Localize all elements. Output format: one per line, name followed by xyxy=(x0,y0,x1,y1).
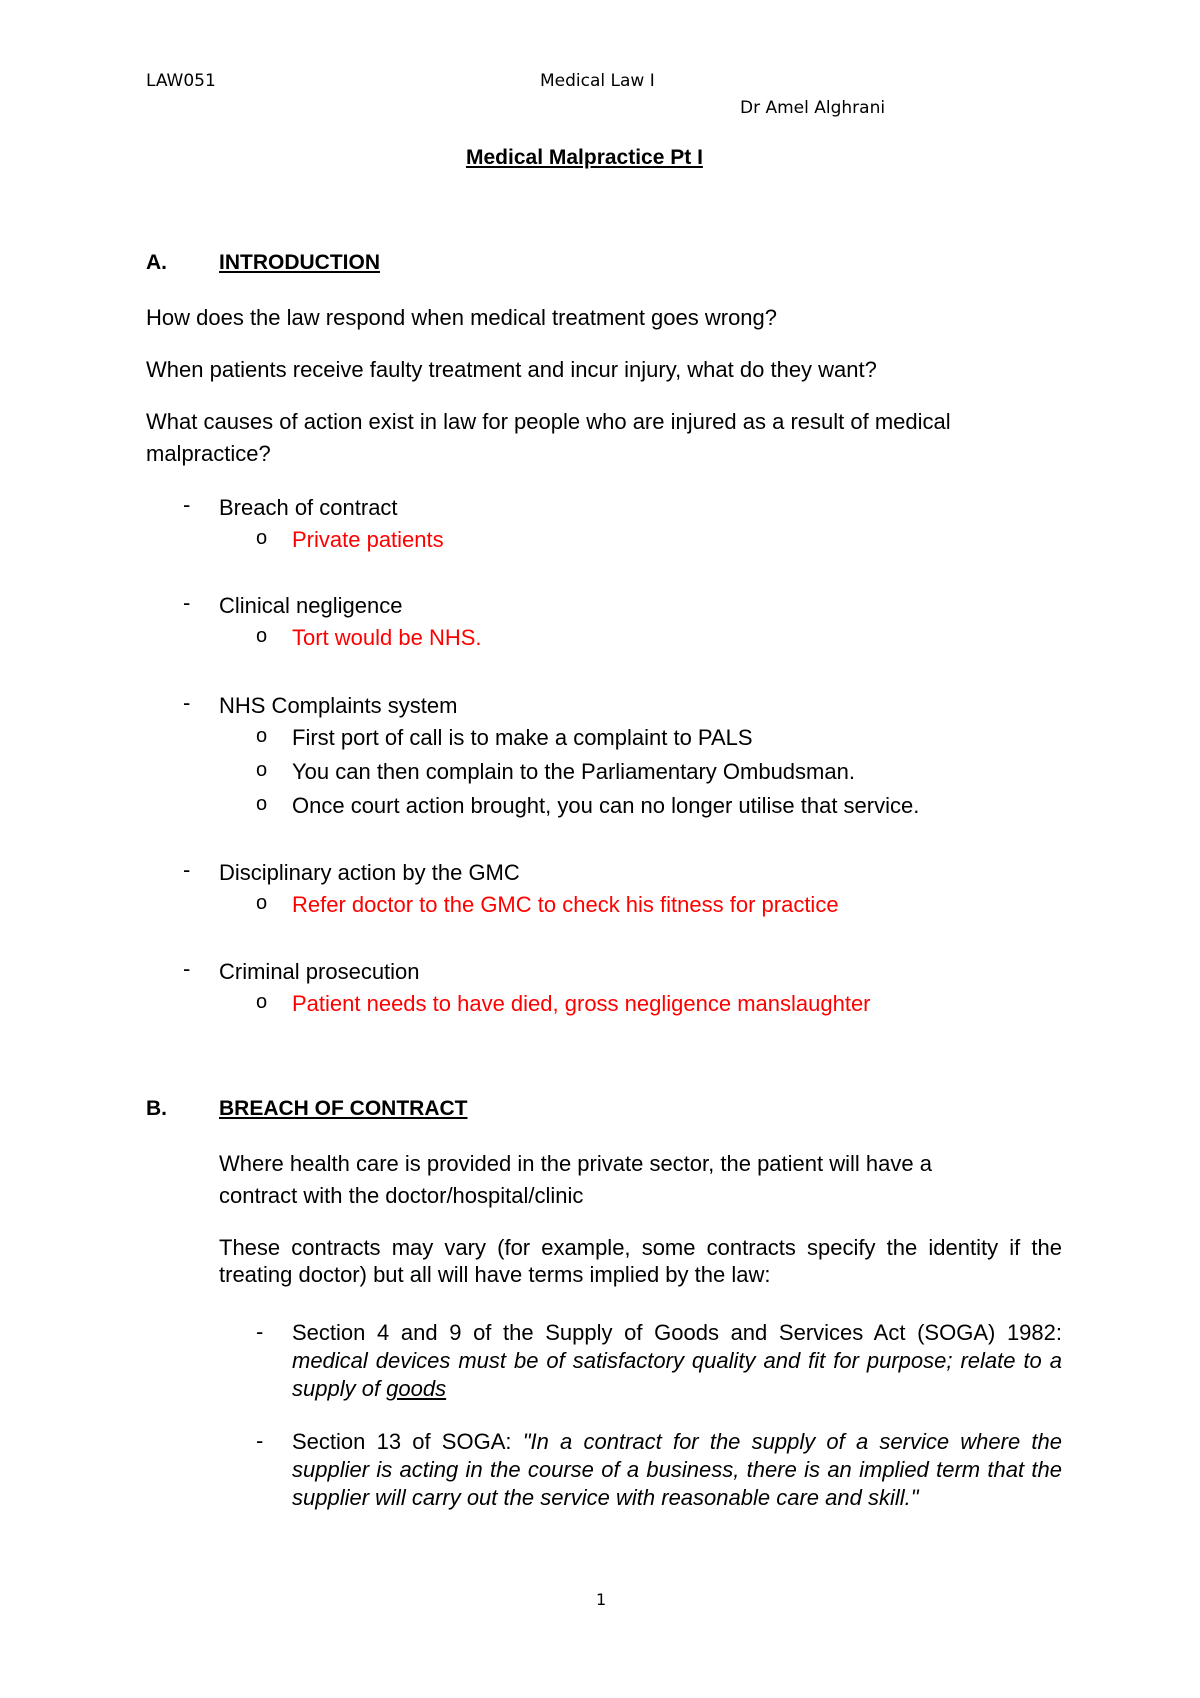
sub-item: Private patients xyxy=(292,527,444,552)
list-item-label: Disciplinary action by the GMC xyxy=(219,860,520,885)
list-item-label: NHS Complaints system xyxy=(219,693,458,718)
document-title: Medical Malpractice Pt I xyxy=(466,146,703,169)
sub-item: Once court action brought, you can no longer utilise that service. xyxy=(292,793,920,818)
circle-bullet: o xyxy=(256,625,268,647)
dash-bullet: - xyxy=(183,857,191,882)
section-b-title: BREACH OF CONTRACT xyxy=(219,1097,468,1120)
list-item-label: Clinical negligence xyxy=(219,593,403,618)
sub-item: Refer doctor to the GMC to check his fitness for practice xyxy=(292,892,839,917)
section-b-paragraph-2: These contracts may vary (for example, some contracts specify the identity if the treating doctor) but all will have terms implied by the law: xyxy=(219,1235,1062,1287)
header-author: Dr Amel Alghrani xyxy=(740,98,886,118)
circle-bullet: o xyxy=(256,759,268,781)
sub-item: You can then complain to the Parliamentary Ombudsman. xyxy=(292,759,855,784)
sub-item: Patient needs to have died, gross negligence manslaughter xyxy=(292,991,871,1016)
section-b-item-1-text: Section 4 and 9 of the Supply of Goods and Services Act (SOGA) 1982: xyxy=(292,1320,1062,1345)
section-a-letter: A. xyxy=(146,251,167,274)
list-item-label: Criminal prosecution xyxy=(219,959,420,984)
section-b-item-2 xyxy=(292,1428,1062,1512)
section-b-paragraph-1-line-2: contract with the doctor/hospital/clinic xyxy=(219,1183,584,1208)
section-b-item-2-text: Section 13 of SOGA: xyxy=(292,1429,523,1454)
section-a-title: INTRODUCTION xyxy=(219,251,380,274)
section-b-item-1-underlined: goods xyxy=(386,1376,447,1401)
section-b-item-2-quote: "In a contract for the supply of a service where the supplier is acting in the course of a business, there is an implied term that the supplier will carry out the service with reasonable care and skill." xyxy=(292,1429,1062,1510)
section-a-question-3-line-2: malpractice? xyxy=(146,441,271,466)
dash-bullet: - xyxy=(183,690,191,715)
section-a-question-3-line-1: What causes of action exist in law for people who are injured as a result of medical xyxy=(146,409,951,434)
dash-bullet: - xyxy=(183,956,191,981)
section-a-question-1: How does the law respond when medical treatment goes wrong? xyxy=(146,305,778,330)
circle-bullet: o xyxy=(256,991,268,1013)
dash-bullet: - xyxy=(256,1428,264,1453)
section-b-letter: B. xyxy=(146,1097,167,1120)
dash-bullet: - xyxy=(256,1319,264,1344)
dash-bullet: - xyxy=(183,492,191,517)
dash-bullet: - xyxy=(183,590,191,615)
section-b-item-1-italic: medical devices must be of satisfactory quality and fit for purpose; relate to a supply of xyxy=(292,1348,1062,1401)
circle-bullet: o xyxy=(256,892,268,914)
sub-item: Tort would be NHS. xyxy=(292,625,482,650)
sub-item: First port of call is to make a complaint to PALS xyxy=(292,725,753,750)
header-course-name: Medical Law I xyxy=(540,71,655,91)
header-course-code: LAW051 xyxy=(146,71,216,91)
circle-bullet: o xyxy=(256,725,268,747)
list-item-label: Breach of contract xyxy=(219,495,398,520)
section-a-question-2: When patients receive faulty treatment and incur injury, what do they want? xyxy=(146,357,877,382)
circle-bullet: o xyxy=(256,527,268,549)
section-b-item-1 xyxy=(292,1319,1062,1403)
circle-bullet: o xyxy=(256,793,268,815)
section-b-paragraph-1-line-1: Where health care is provided in the private sector, the patient will have a xyxy=(219,1151,932,1176)
page-number: 1 xyxy=(596,1590,607,1609)
